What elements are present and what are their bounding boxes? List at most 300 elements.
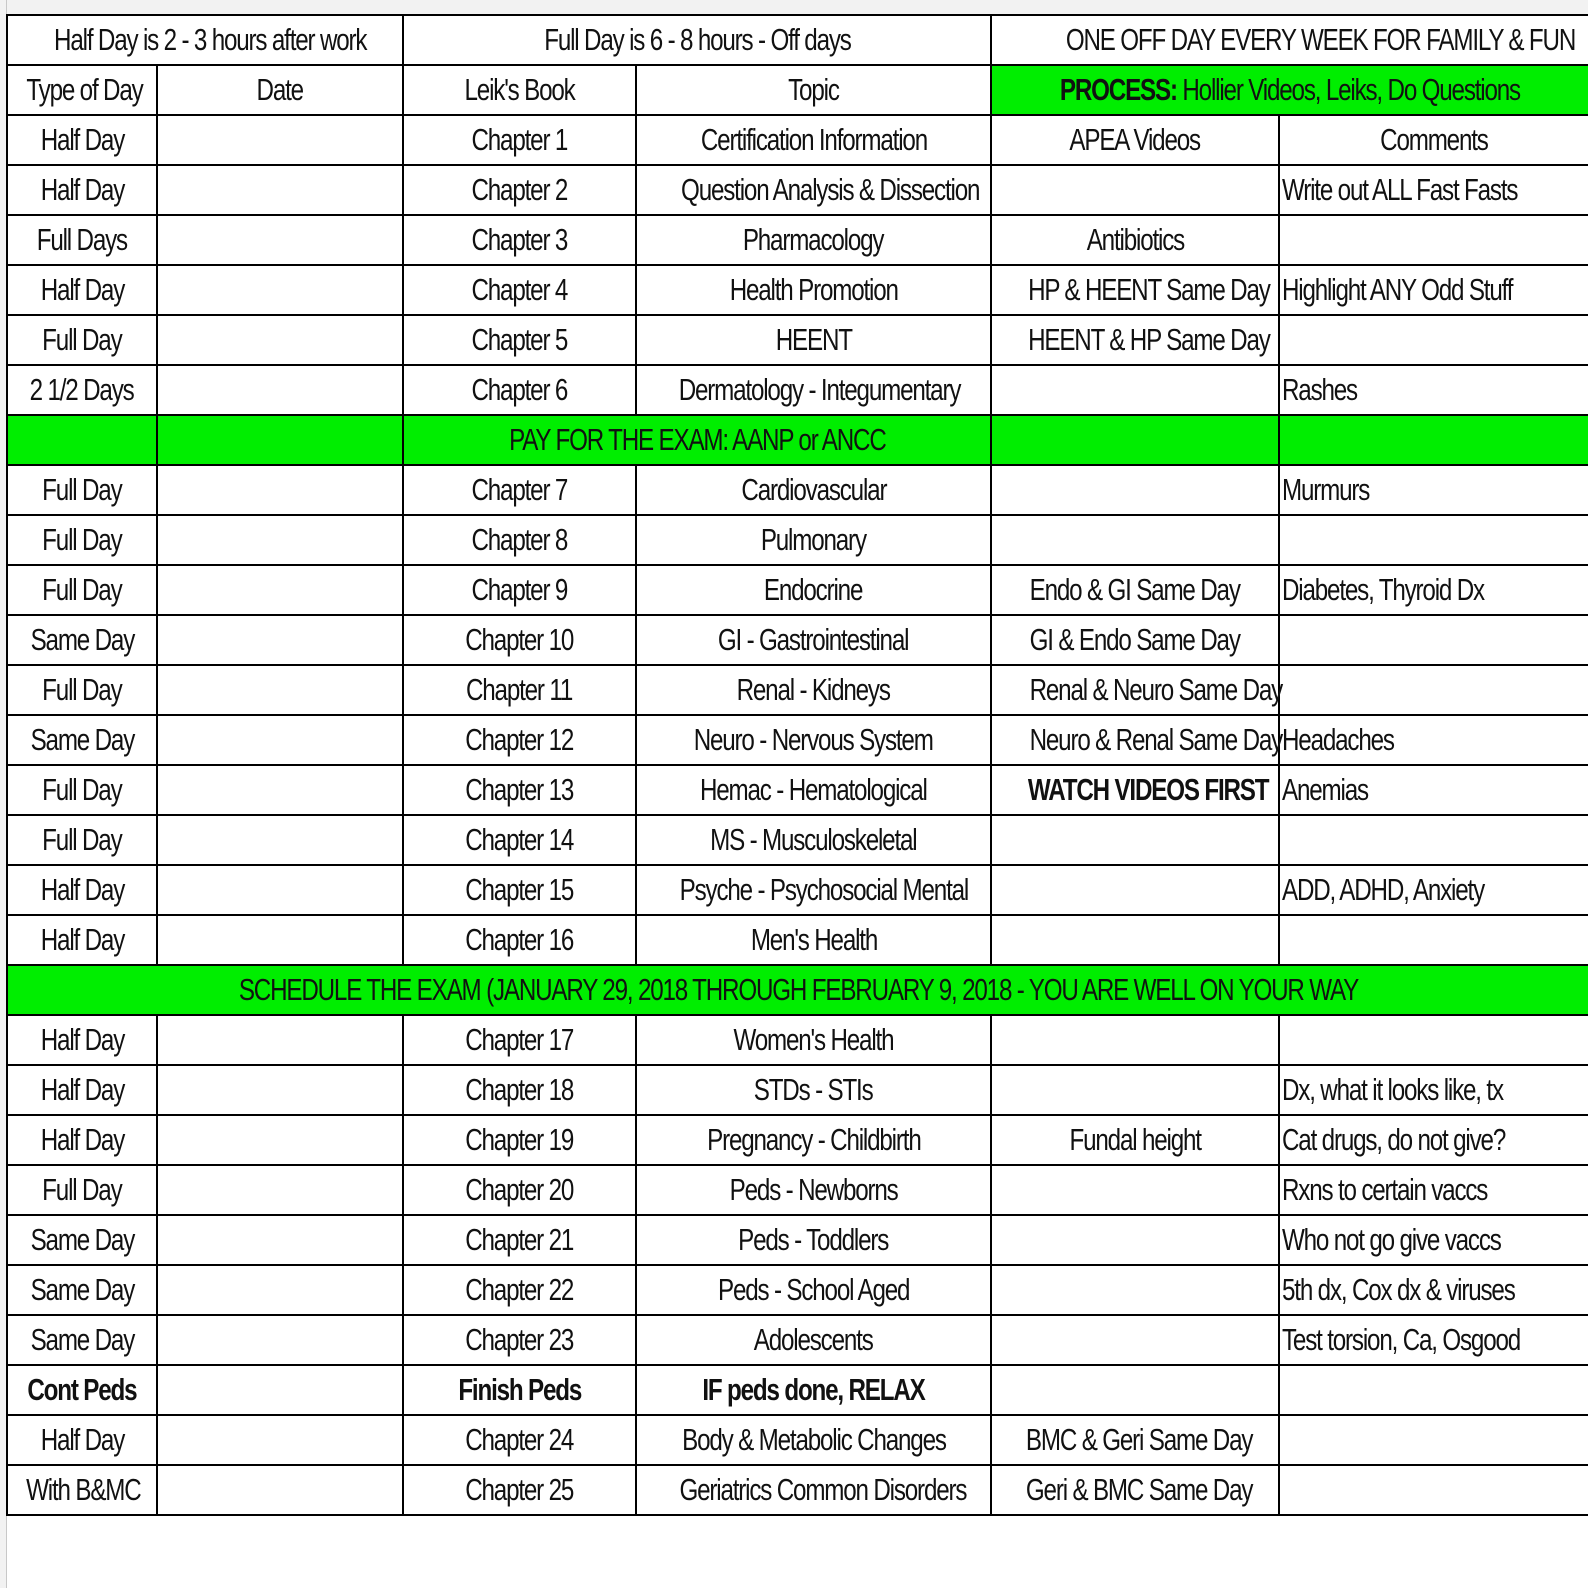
type-of-day-cell[interactable]: [7, 515, 157, 565]
leiks-book-cell[interactable]: [403, 1065, 636, 1115]
leiks-book-cell-text: Chapter 23: [465, 1322, 574, 1357]
leiks-book-cell[interactable]: [403, 1215, 636, 1265]
date-cell[interactable]: [157, 1465, 403, 1515]
apea-videos-cell-text: Neuro & Renal Same Day: [1029, 722, 1283, 757]
apea-videos-cell-text: Renal & Neuro Same Day: [1029, 672, 1283, 707]
topic-cell[interactable]: [636, 1415, 991, 1465]
type-of-day-cell[interactable]: [7, 1465, 157, 1515]
comments-cell-text: Test torsion, Ca, Osgood: [1282, 1322, 1521, 1357]
type-of-day-cell[interactable]: [7, 265, 157, 315]
comments-cell[interactable]: [1279, 1015, 1588, 1065]
type-of-day-cell-text: Half Day: [40, 922, 124, 957]
leiks-book-cell[interactable]: [403, 315, 636, 365]
pay-for-exam-banner-text: PAY FOR THE EXAM: AANP or ANCC: [508, 422, 886, 457]
topic-cell[interactable]: [636, 165, 991, 215]
leiks-book-cell[interactable]: [403, 515, 636, 565]
apea-videos-cell[interactable]: [991, 565, 1279, 615]
comments-cell[interactable]: [1279, 815, 1588, 865]
date-cell[interactable]: [157, 1165, 403, 1215]
table-row: [7, 1265, 1588, 1315]
comments-cell[interactable]: [1279, 215, 1588, 265]
process-header[interactable]: [991, 65, 1588, 115]
comments-cell[interactable]: [1279, 865, 1588, 915]
table-row: [7, 115, 1588, 165]
study-schedule-table: [6, 14, 1588, 1516]
date-header[interactable]: Date: [157, 65, 403, 115]
leiks-book-cell[interactable]: [403, 165, 636, 215]
type-of-day-cell[interactable]: [7, 215, 157, 265]
leiks-book-cell-text: Chapter 13: [465, 772, 574, 807]
leiks-book-cell-text: Chapter 19: [465, 1122, 574, 1157]
table-row: [7, 1215, 1588, 1265]
type-of-day-cell[interactable]: [7, 1415, 157, 1465]
topic-cell[interactable]: [636, 315, 991, 365]
topic-cell[interactable]: [636, 615, 991, 665]
topic-cell[interactable]: [636, 865, 991, 915]
table-row: [7, 315, 1588, 365]
topic-cell[interactable]: [636, 565, 991, 615]
topic-cell[interactable]: [636, 1115, 991, 1165]
apea-videos-cell[interactable]: [991, 1015, 1279, 1065]
type-of-day-cell[interactable]: [7, 715, 157, 765]
date-cell[interactable]: [157, 465, 403, 515]
date-cell[interactable]: [157, 565, 403, 615]
schedule-exam-banner-row: [7, 965, 1588, 1015]
comments-cell[interactable]: [1279, 1115, 1588, 1165]
comments-cell-text: Headaches: [1282, 722, 1394, 757]
type-of-day-cell[interactable]: [7, 1115, 157, 1165]
type-of-day-cell-text: Full Day: [42, 1172, 122, 1207]
leiks-book-cell[interactable]: [403, 615, 636, 665]
comments-cell[interactable]: [1279, 715, 1588, 765]
apea-videos-cell[interactable]: [991, 515, 1279, 565]
topic-cell[interactable]: [636, 915, 991, 965]
leiks-book-cell-text: Chapter 14: [465, 822, 574, 857]
leiks-book-cell-text: Chapter 24: [465, 1422, 574, 1457]
type-of-day-cell[interactable]: [7, 1265, 157, 1315]
comments-cell[interactable]: [1279, 615, 1588, 665]
date-cell[interactable]: [157, 715, 403, 765]
comments-cell[interactable]: [1279, 915, 1588, 965]
type-of-day-cell-text: 2 1/2 Days: [30, 372, 134, 407]
leiks-book-cell-text: Chapter 3: [471, 222, 568, 257]
comments-cell-text: Dx, what it looks like, tx: [1282, 1072, 1503, 1107]
table-row: [7, 365, 1588, 415]
table-row: [7, 815, 1588, 865]
leiks-book-cell-text: Chapter 20: [465, 1172, 574, 1207]
apea-videos-cell[interactable]: [991, 1165, 1279, 1215]
type-of-day-cell-text: Half Day: [40, 872, 124, 907]
table-row: [7, 565, 1588, 615]
apea-videos-cell[interactable]: [991, 865, 1279, 915]
leiks-book-cell-text: Chapter 10: [465, 622, 574, 657]
topic-cell[interactable]: [636, 1065, 991, 1115]
type-of-day-cell-text: Full Day: [42, 322, 122, 357]
type-of-day-cell[interactable]: [7, 1065, 157, 1115]
topic-cell-text: Pregnancy - Childbirth: [706, 1122, 921, 1157]
topic-cell-text: MS - Musculoskeletal: [710, 822, 917, 857]
comments-cell[interactable]: [1279, 1265, 1588, 1315]
apea-videos-cell[interactable]: [991, 315, 1279, 365]
apea-videos-cell[interactable]: [991, 1215, 1279, 1265]
apea-videos-cell[interactable]: [991, 1265, 1279, 1315]
leiks-book-header[interactable]: Leik's Book: [403, 65, 636, 115]
type-of-day-cell[interactable]: [7, 365, 157, 415]
comments-cell[interactable]: [1279, 1365, 1588, 1415]
topic-cell-text: Men's Health: [750, 922, 877, 957]
leiks-book-cell[interactable]: [403, 565, 636, 615]
leiks-book-cell[interactable]: [403, 1315, 636, 1365]
apea-videos-cell-text: WATCH VIDEOS FIRST: [1027, 772, 1269, 807]
topic-cell-text: Health Promotion: [729, 272, 898, 307]
type-of-day-cell[interactable]: [7, 615, 157, 665]
type-of-day-cell-text: Same Day: [30, 1272, 134, 1307]
type-of-day-cell[interactable]: [7, 915, 157, 965]
type-of-day-cell-text: Half Day: [40, 1422, 124, 1457]
topic-cell-text: Dermatology - Integumentary: [678, 372, 961, 407]
comments-header-text: Comments: [1380, 122, 1488, 157]
apea-videos-cell[interactable]: [991, 1365, 1279, 1415]
comments-cell[interactable]: [1279, 365, 1588, 415]
leiks-book-cell[interactable]: [403, 765, 636, 815]
date-cell[interactable]: [157, 1065, 403, 1115]
leiks-book-cell[interactable]: [403, 1365, 636, 1415]
type-of-day-cell[interactable]: [7, 1215, 157, 1265]
leiks-book-cell-text: Chapter 12: [465, 722, 574, 757]
apea-videos-cell[interactable]: [991, 1115, 1279, 1165]
column-headers-row: [7, 65, 1588, 115]
apea-videos-cell[interactable]: [991, 1065, 1279, 1115]
comments-cell[interactable]: [1279, 1165, 1588, 1215]
topic-cell[interactable]: [636, 1465, 991, 1515]
topic-cell-text: GI - Gastrointestinal: [718, 622, 909, 657]
comments-cell[interactable]: [1279, 1065, 1588, 1115]
schedule-exam-banner[interactable]: [7, 965, 1588, 1015]
topic-cell-text: Certification Information: [700, 122, 927, 157]
type-of-day-cell-text: Half Day: [40, 1022, 124, 1057]
banner-cell[interactable]: [1279, 415, 1588, 465]
leiks-book-cell[interactable]: [403, 365, 636, 415]
topic-cell-text: Body & Metabolic Changes: [681, 1422, 946, 1457]
apea-videos-cell-text: Geri & BMC Same Day: [1025, 1472, 1253, 1507]
date-cell[interactable]: [157, 665, 403, 715]
info-row: [7, 15, 1588, 65]
apea-videos-cell[interactable]: [991, 615, 1279, 665]
date-cell[interactable]: [157, 515, 403, 565]
leiks-book-cell[interactable]: [403, 215, 636, 265]
topic-cell-text: Renal - Kidneys: [736, 672, 891, 707]
topic-cell[interactable]: [636, 715, 991, 765]
topic-cell[interactable]: [636, 115, 991, 165]
table-row: [7, 1115, 1588, 1165]
topic-cell[interactable]: [636, 1015, 991, 1065]
apea-videos-cell-text: Fundal height: [1069, 1122, 1201, 1157]
type-of-day-cell-text: Half Day: [40, 1122, 124, 1157]
type-of-day-cell-text: Full Day: [42, 522, 122, 557]
apea-videos-cell[interactable]: [991, 765, 1279, 815]
type-of-day-cell[interactable]: [7, 165, 157, 215]
process-label: PROCESS:: [1059, 72, 1177, 107]
table-row: [7, 865, 1588, 915]
topic-cell-text: Psyche - Psychosocial Mental: [679, 872, 969, 907]
date-cell[interactable]: [157, 615, 403, 665]
apea-videos-cell[interactable]: [991, 265, 1279, 315]
type-of-day-cell-text: Half Day: [40, 172, 124, 207]
topic-cell-text: HEENT: [775, 322, 852, 357]
comments-cell[interactable]: [1279, 565, 1588, 615]
type-of-day-cell[interactable]: [7, 865, 157, 915]
type-of-day-cell[interactable]: [7, 565, 157, 615]
leiks-book-cell[interactable]: [403, 265, 636, 315]
process-text: Hollier Videos, Leiks, Do Questions: [1176, 72, 1521, 107]
topic-cell[interactable]: [636, 815, 991, 865]
comments-cell[interactable]: [1279, 165, 1588, 215]
table-row: [7, 715, 1588, 765]
type-of-day-header[interactable]: Type of Day: [7, 65, 157, 115]
comments-cell[interactable]: [1279, 315, 1588, 365]
comments-cell-text: ADD, ADHD, Anxiety: [1282, 872, 1485, 907]
date-cell[interactable]: [157, 1015, 403, 1065]
type-of-day-cell[interactable]: [7, 815, 157, 865]
apea-videos-cell-text: HP & HEENT Same Day: [1028, 272, 1270, 307]
topic-cell-text: STDs - STIs: [754, 1072, 873, 1107]
type-of-day-cell-text: Cont Peds: [27, 1372, 137, 1407]
apea-videos-cell[interactable]: [991, 715, 1283, 765]
date-cell[interactable]: [157, 315, 403, 365]
type-of-day-cell-text: Full Day: [42, 572, 122, 607]
type-of-day-cell-text: Full Day: [42, 822, 122, 857]
comments-cell-text: Cat drugs, do not give?: [1282, 1122, 1506, 1157]
comments-cell[interactable]: [1279, 1215, 1588, 1265]
leiks-book-cell-text: Chapter 15: [465, 872, 574, 907]
type-of-day-cell[interactable]: [7, 765, 157, 815]
topic-cell-text: Pharmacology: [743, 222, 884, 257]
topic-cell[interactable]: [636, 215, 991, 265]
off-day-note[interactable]: ONE OFF DAY EVERY WEEK FOR FAMILY & FUN: [991, 15, 1588, 65]
leiks-book-cell[interactable]: [403, 865, 636, 915]
table-row: [7, 915, 1588, 965]
date-cell[interactable]: [157, 265, 403, 315]
type-of-day-cell[interactable]: [7, 1315, 157, 1365]
topic-cell[interactable]: [636, 1315, 991, 1365]
date-cell[interactable]: [157, 1365, 403, 1415]
date-cell[interactable]: [157, 1115, 403, 1165]
leiks-book-cell-text: Chapter 1: [471, 122, 568, 157]
type-of-day-cell-text: Full Day: [42, 672, 122, 707]
topic-header[interactable]: Topic: [636, 65, 991, 115]
comments-cell[interactable]: [1279, 665, 1588, 715]
topic-cell[interactable]: [636, 665, 991, 715]
date-cell[interactable]: [157, 115, 403, 165]
date-cell[interactable]: [157, 1315, 403, 1365]
apea-videos-cell[interactable]: [991, 665, 1283, 715]
leiks-book-cell-text: Chapter 4: [471, 272, 568, 307]
type-of-day-cell-text: Half Day: [40, 272, 124, 307]
comments-cell[interactable]: [1279, 265, 1588, 315]
comments-cell[interactable]: [1279, 1315, 1588, 1365]
apea-videos-cell[interactable]: [991, 1415, 1279, 1465]
comments-cell[interactable]: [1279, 1465, 1588, 1515]
leiks-book-cell[interactable]: [403, 915, 636, 965]
topic-cell-text: Geriatrics Common Disorders: [679, 1472, 967, 1507]
apea-videos-cell[interactable]: [991, 815, 1279, 865]
leiks-book-cell-text: Chapter 9: [471, 572, 568, 607]
apea-videos-cell-text: BMC & Geri Same Day: [1025, 1422, 1253, 1457]
leiks-book-cell[interactable]: [403, 815, 636, 865]
table-row: [7, 765, 1588, 815]
leiks-book-cell[interactable]: [403, 1165, 636, 1215]
leiks-book-cell-text: Finish Peds: [458, 1372, 581, 1407]
topic-cell-text: Hemac - Hematological: [700, 772, 927, 807]
leiks-book-cell[interactable]: [403, 1265, 636, 1315]
topic-cell-text: Neuro - Nervous System: [694, 722, 934, 757]
table-row: [7, 515, 1588, 565]
apea-videos-cell[interactable]: [991, 1315, 1279, 1365]
date-cell[interactable]: [157, 865, 403, 915]
apea-videos-cell[interactable]: [991, 215, 1279, 265]
leiks-book-cell-text: Chapter 8: [471, 522, 568, 557]
type-of-day-cell-text: Same Day: [30, 622, 134, 657]
pay-exam-banner-row: [7, 415, 1588, 465]
topic-cell[interactable]: [636, 765, 991, 815]
type-of-day-cell-text: Same Day: [30, 1322, 134, 1357]
comments-header[interactable]: [1279, 115, 1588, 165]
leiks-book-cell[interactable]: [403, 1465, 636, 1515]
type-of-day-cell[interactable]: [7, 315, 157, 365]
apea-videos-cell-text: GI & Endo Same Day: [1029, 622, 1241, 657]
leiks-book-cell-text: Chapter 6: [471, 372, 568, 407]
apea-videos-header[interactable]: [991, 115, 1279, 165]
type-of-day-cell[interactable]: [7, 1365, 157, 1415]
apea-videos-cell-text: HEENT & HP Same Day: [1028, 322, 1270, 357]
table-row: [7, 1015, 1588, 1065]
apea-videos-cell[interactable]: [991, 1465, 1279, 1515]
apea-videos-cell-text: Antibiotics: [1086, 222, 1184, 257]
topic-cell-text: Pulmonary: [760, 522, 867, 557]
type-of-day-cell-text: Same Day: [30, 722, 134, 757]
half-day-note[interactable]: Half Day is 2 - 3 hours after work: [7, 15, 403, 65]
table-row: [7, 1415, 1588, 1465]
comments-cell-text: Write out ALL Fast Fasts: [1282, 172, 1518, 207]
apea-videos-cell[interactable]: [991, 365, 1279, 415]
comments-cell[interactable]: [1279, 465, 1588, 515]
date-cell[interactable]: [157, 815, 403, 865]
topic-cell-text: Women's Health: [733, 1022, 894, 1057]
leiks-book-cell[interactable]: [403, 665, 636, 715]
schedule-exam-banner-text: SCHEDULE THE EXAM (JANUARY 29, 2018 THROUGH FEBRUARY 9, 2018 - YOU ARE WELL ON YOUR WAY: [238, 972, 1358, 1007]
pay-for-exam-banner[interactable]: [403, 415, 991, 465]
leiks-book-cell[interactable]: [403, 465, 636, 515]
leiks-book-cell-text: Chapter 17: [465, 1022, 574, 1057]
topic-cell-text: Adolescents: [754, 1322, 873, 1357]
date-cell[interactable]: [157, 1265, 403, 1315]
comments-cell-text: Murmurs: [1282, 472, 1370, 507]
type-of-day-cell[interactable]: [7, 665, 157, 715]
date-cell[interactable]: [157, 1415, 403, 1465]
table-row: [7, 1065, 1588, 1115]
apea-videos-cell[interactable]: [991, 465, 1279, 515]
type-of-day-cell[interactable]: [7, 115, 157, 165]
leiks-book-cell-text: Chapter 7: [471, 472, 568, 507]
type-of-day-cell[interactable]: [7, 465, 157, 515]
banner-cell[interactable]: [7, 415, 157, 465]
date-cell[interactable]: [157, 765, 403, 815]
type-of-day-cell-text: Same Day: [30, 1222, 134, 1257]
apea-videos-header-text: APEA Videos: [1069, 122, 1201, 157]
type-of-day-cell[interactable]: [7, 1165, 157, 1215]
comments-cell-text: Rashes: [1282, 372, 1357, 407]
leiks-book-cell-text: Chapter 21: [465, 1222, 574, 1257]
comments-cell-text: Highlight ANY Odd Stuff: [1282, 272, 1513, 307]
apea-videos-cell-text: Endo & GI Same Day: [1029, 572, 1241, 607]
leiks-book-cell-text: Chapter 11: [466, 672, 573, 707]
leiks-book-cell-text: Chapter 25: [465, 1472, 574, 1507]
banner-cell[interactable]: [157, 415, 403, 465]
topic-cell[interactable]: [636, 465, 991, 515]
topic-cell[interactable]: [636, 515, 991, 565]
topic-cell-text: Question Analysis & Dissection: [681, 172, 980, 207]
table-row: [7, 215, 1588, 265]
type-of-day-cell-text: Full Days: [36, 222, 128, 257]
leiks-book-cell-text: Chapter 18: [465, 1072, 574, 1107]
full-day-note[interactable]: Full Day is 6 - 8 hours - Off days: [403, 15, 991, 65]
leiks-book-cell[interactable]: [403, 1015, 636, 1065]
type-of-day-cell-text: Full Day: [42, 772, 122, 807]
leiks-book-cell[interactable]: [403, 715, 636, 765]
date-cell[interactable]: [157, 165, 403, 215]
leiks-book-cell-text: Chapter 22: [465, 1272, 574, 1307]
comments-cell-text: Rxns to certain vaccs: [1282, 1172, 1488, 1207]
date-cell[interactable]: [157, 215, 403, 265]
topic-cell[interactable]: [636, 1265, 991, 1315]
table-row: [7, 165, 1588, 215]
apea-videos-cell[interactable]: [991, 915, 1279, 965]
type-of-day-cell-text: Half Day: [40, 122, 124, 157]
topic-cell[interactable]: [636, 265, 991, 315]
comments-cell-text: 5th dx, Cox dx & viruses: [1282, 1272, 1515, 1307]
leiks-book-cell[interactable]: [403, 115, 636, 165]
type-of-day-cell[interactable]: [7, 1015, 157, 1065]
type-of-day-cell-text: Full Day: [42, 472, 122, 507]
date-cell[interactable]: [157, 1215, 403, 1265]
topic-cell[interactable]: [636, 1215, 991, 1265]
table-row: [7, 465, 1588, 515]
table-row: [7, 615, 1588, 665]
leiks-book-cell-text: Chapter 5: [471, 322, 568, 357]
leiks-book-cell[interactable]: [403, 1415, 636, 1465]
comments-cell[interactable]: [1279, 1415, 1588, 1465]
topic-cell-text: Peds - School Aged: [717, 1272, 910, 1307]
comments-cell[interactable]: [1279, 515, 1588, 565]
column-header-strip: [0, 0, 1588, 15]
topic-cell[interactable]: [636, 1365, 991, 1415]
topic-cell-text: IF peds done, RELAX: [702, 1372, 925, 1407]
leiks-book-cell-text: Chapter 2: [471, 172, 568, 207]
date-cell[interactable]: [157, 915, 403, 965]
topic-cell[interactable]: [636, 1165, 991, 1215]
topic-cell-text: Peds - Newborns: [729, 1172, 898, 1207]
topic-cell[interactable]: [636, 365, 991, 415]
apea-videos-cell[interactable]: [991, 165, 1279, 215]
comments-cell[interactable]: [1279, 765, 1588, 815]
type-of-day-cell-text: Half Day: [40, 1072, 124, 1107]
leiks-book-cell[interactable]: [403, 1115, 636, 1165]
table-row: [7, 1365, 1588, 1415]
leiks-book-cell-text: Chapter 16: [465, 922, 574, 957]
date-cell[interactable]: [157, 365, 403, 415]
table-row: [7, 1315, 1588, 1365]
banner-cell[interactable]: [991, 415, 1279, 465]
